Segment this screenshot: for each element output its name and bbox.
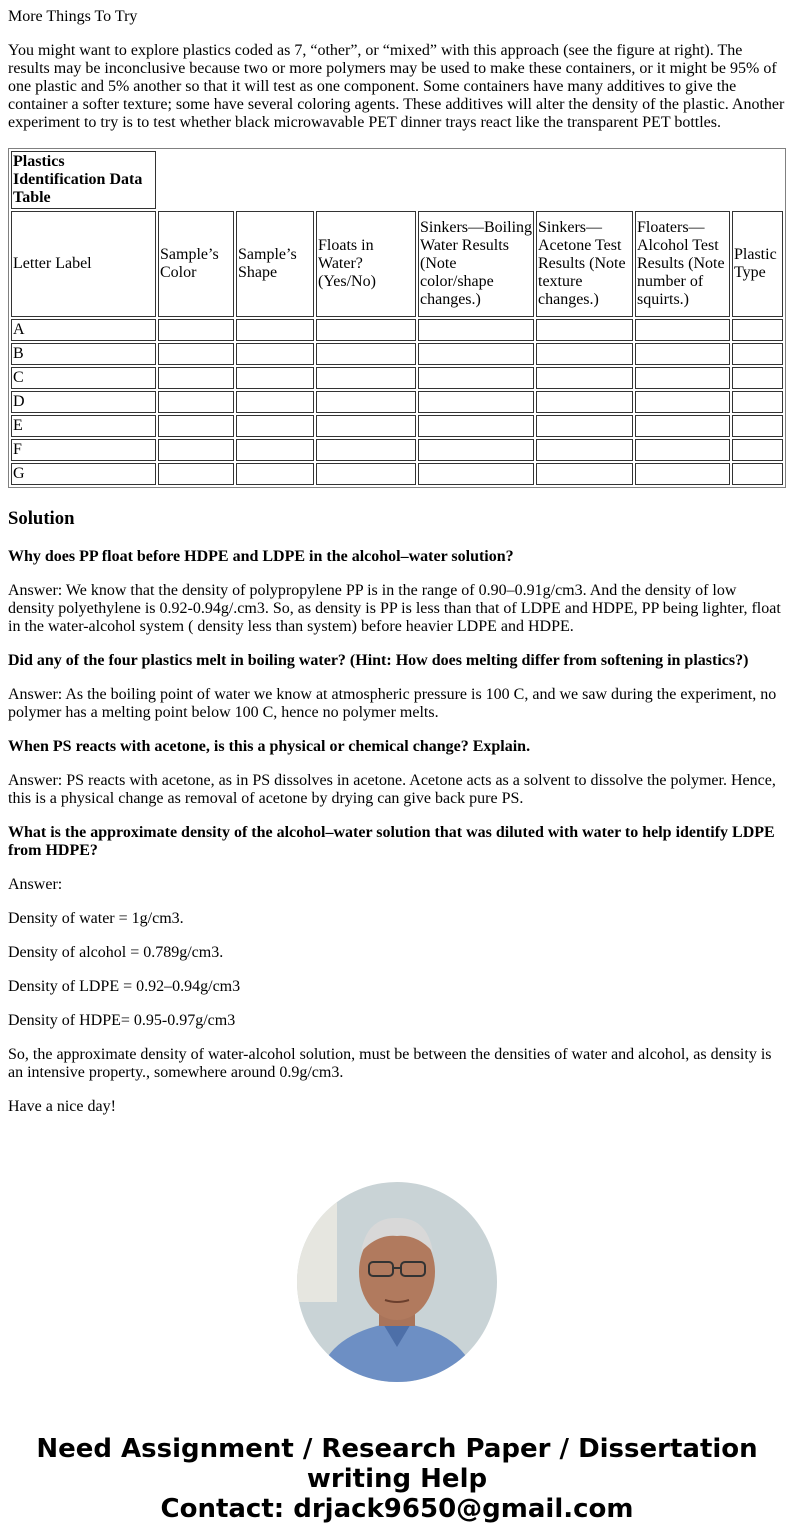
- empty-cell: [418, 319, 534, 341]
- empty-cell: [418, 367, 534, 389]
- plastics-data-table: [8, 148, 786, 488]
- empty-cell: [158, 343, 234, 365]
- header-plastic-type: Plastic Type: [732, 211, 783, 317]
- answer-2: Answer: As the boiling point of water we know at atmospheric pressure is 100 C, and we saw during the experiment, no polymer has a melting point below 100 C, hence no polymer melts.: [8, 686, 777, 721]
- empty-cell: [418, 415, 534, 437]
- table-row: [11, 367, 783, 389]
- answer-4-line: Density of LDPE = 0.92–0.94g/cm3: [8, 978, 241, 995]
- empty-cell: [316, 391, 416, 413]
- empty-cell: [732, 319, 783, 341]
- empty-cell: [316, 415, 416, 437]
- author-avatar: [297, 1182, 497, 1382]
- empty-cell: [236, 415, 314, 437]
- empty-cell: [536, 415, 633, 437]
- row-letter: C: [11, 367, 156, 389]
- empty-cell: [536, 391, 633, 413]
- answer-4-line: Density of alcohol = 0.789g/cm3.: [8, 944, 224, 961]
- section-heading: More Things To Try: [8, 8, 138, 25]
- row-letter: B: [11, 343, 156, 365]
- empty-cell: [316, 439, 416, 461]
- question-2: Did any of the four plastics melt in boiling water? (Hint: How does melting differ from softening in plastics?): [8, 652, 749, 669]
- empty-cell: [236, 367, 314, 389]
- table-title: Plastics Identification Data Table: [11, 151, 156, 209]
- row-letter: G: [11, 463, 156, 485]
- header-boiling: Sinkers—Boiling Water Results (Note color/shape changes.): [418, 211, 534, 317]
- empty-cell: [158, 439, 234, 461]
- empty-cell: [635, 319, 730, 341]
- empty-cell: [418, 463, 534, 485]
- empty-cell: [635, 367, 730, 389]
- header-floats: Floats in Water? (Yes/No): [316, 211, 416, 317]
- empty-cell: [236, 319, 314, 341]
- empty-cell: [732, 391, 783, 413]
- header-acetone: Sinkers—Acetone Test Results (Note texture changes.): [536, 211, 633, 317]
- banner-contact: Contact: drjack9650@gmail.com: [160, 1494, 634, 1524]
- header-letter-label: Letter Label: [11, 211, 156, 317]
- empty-cell: [732, 439, 783, 461]
- header-color: Sample’s Color: [158, 211, 234, 317]
- empty-cell: [418, 343, 534, 365]
- empty-cell: [732, 343, 783, 365]
- empty-cell: [732, 463, 783, 485]
- empty-cell: [635, 343, 730, 365]
- empty-cell: [536, 463, 633, 485]
- empty-cell: [536, 343, 633, 365]
- empty-cell: [635, 391, 730, 413]
- empty-cell: [635, 439, 730, 461]
- answer-3: Answer: PS reacts with acetone, as in PS dissolves in acetone. Acetone acts as a solvent to dissolve the polymer. Hence, this is a physical change as removal of acetone by drying can give back pure PS.: [8, 772, 776, 807]
- table-row: [11, 415, 783, 437]
- closing-line: Have a nice day!: [8, 1098, 116, 1115]
- row-letter: F: [11, 439, 156, 461]
- empty-cell: [536, 439, 633, 461]
- answer-1: Answer: We know that the density of polypropylene PP is in the range of 0.90–0.91g/cm3. And the density of low density polyethylene is 0.92-0.94g/.cm3. So, as density is PP is less than that of LDPE and HDPE, PP being lighter, float in the water-alcohol system ( density less than system) before heavier LDPE and HDPE.: [8, 582, 781, 635]
- empty-cell: [236, 391, 314, 413]
- row-letter: D: [11, 391, 156, 413]
- answer-4-line: Density of water = 1g/cm3.: [8, 910, 184, 927]
- empty-cell: [316, 367, 416, 389]
- empty-cell: [732, 415, 783, 437]
- header-alcohol: Floaters—Alcohol Test Results (Note number of squirts.): [635, 211, 730, 317]
- empty-cell: [316, 463, 416, 485]
- row-letter: E: [11, 415, 156, 437]
- empty-cell: [536, 319, 633, 341]
- intro-paragraph: You might want to explore plastics coded as 7, “other”, or “mixed” with this approach (see the figure at right). The results may be inconclusive because two or more polymers may be used to make these containers, or it might be 95% of one plastic and 5% another so that it will test as one component. Some containers have many additives to give the container a softer texture; some have several coloring agents. These additives will alter the density of the plastic. Another experiment to try is to test whether black microwavable PET dinner trays react like the transparent PET bottles.: [8, 42, 785, 131]
- empty-cell: [635, 415, 730, 437]
- empty-cell: [158, 415, 234, 437]
- table-row: [11, 319, 783, 341]
- contact-banner: [8, 1434, 786, 1524]
- empty-cell: [418, 439, 534, 461]
- empty-cell: [236, 343, 314, 365]
- row-letter: A: [11, 319, 156, 341]
- answer-4-line: So, the approximate density of water-alcohol solution, must be between the densities of water and alcohol, as density is an intensive property., somewhere around 0.9g/cm3.: [8, 1046, 772, 1081]
- empty-cell: [158, 463, 234, 485]
- empty-cell: [316, 343, 416, 365]
- table-row: [11, 463, 783, 485]
- empty-cell: [158, 367, 234, 389]
- empty-cell: [236, 463, 314, 485]
- solution-heading: Solution: [8, 508, 75, 529]
- empty-cell: [158, 319, 234, 341]
- empty-cell: [536, 367, 633, 389]
- answer-4-line: Density of HDPE= 0.95-0.97g/cm3: [8, 1012, 236, 1029]
- question-3: When PS reacts with acetone, is this a physical or chemical change? Explain.: [8, 738, 531, 755]
- empty-cell: [158, 391, 234, 413]
- empty-cell: [635, 463, 730, 485]
- table-row: [11, 439, 783, 461]
- table-row: [11, 391, 783, 413]
- empty-cell: [732, 367, 783, 389]
- empty-cell: [236, 439, 314, 461]
- empty-cell: [418, 391, 534, 413]
- banner-line-1: Need Assignment / Research Paper / Dissertation writing Help: [36, 1434, 758, 1494]
- header-shape: Sample’s Shape: [236, 211, 314, 317]
- question-4: What is the approximate density of the alcohol–water solution that was diluted with water to help identify LDPE from HDPE?: [8, 824, 775, 859]
- empty-cell: [316, 319, 416, 341]
- question-1: Why does PP float before HDPE and LDPE in the alcohol–water solution?: [8, 548, 514, 565]
- table-row: [11, 343, 783, 365]
- answer-4-line: Answer:: [8, 876, 63, 893]
